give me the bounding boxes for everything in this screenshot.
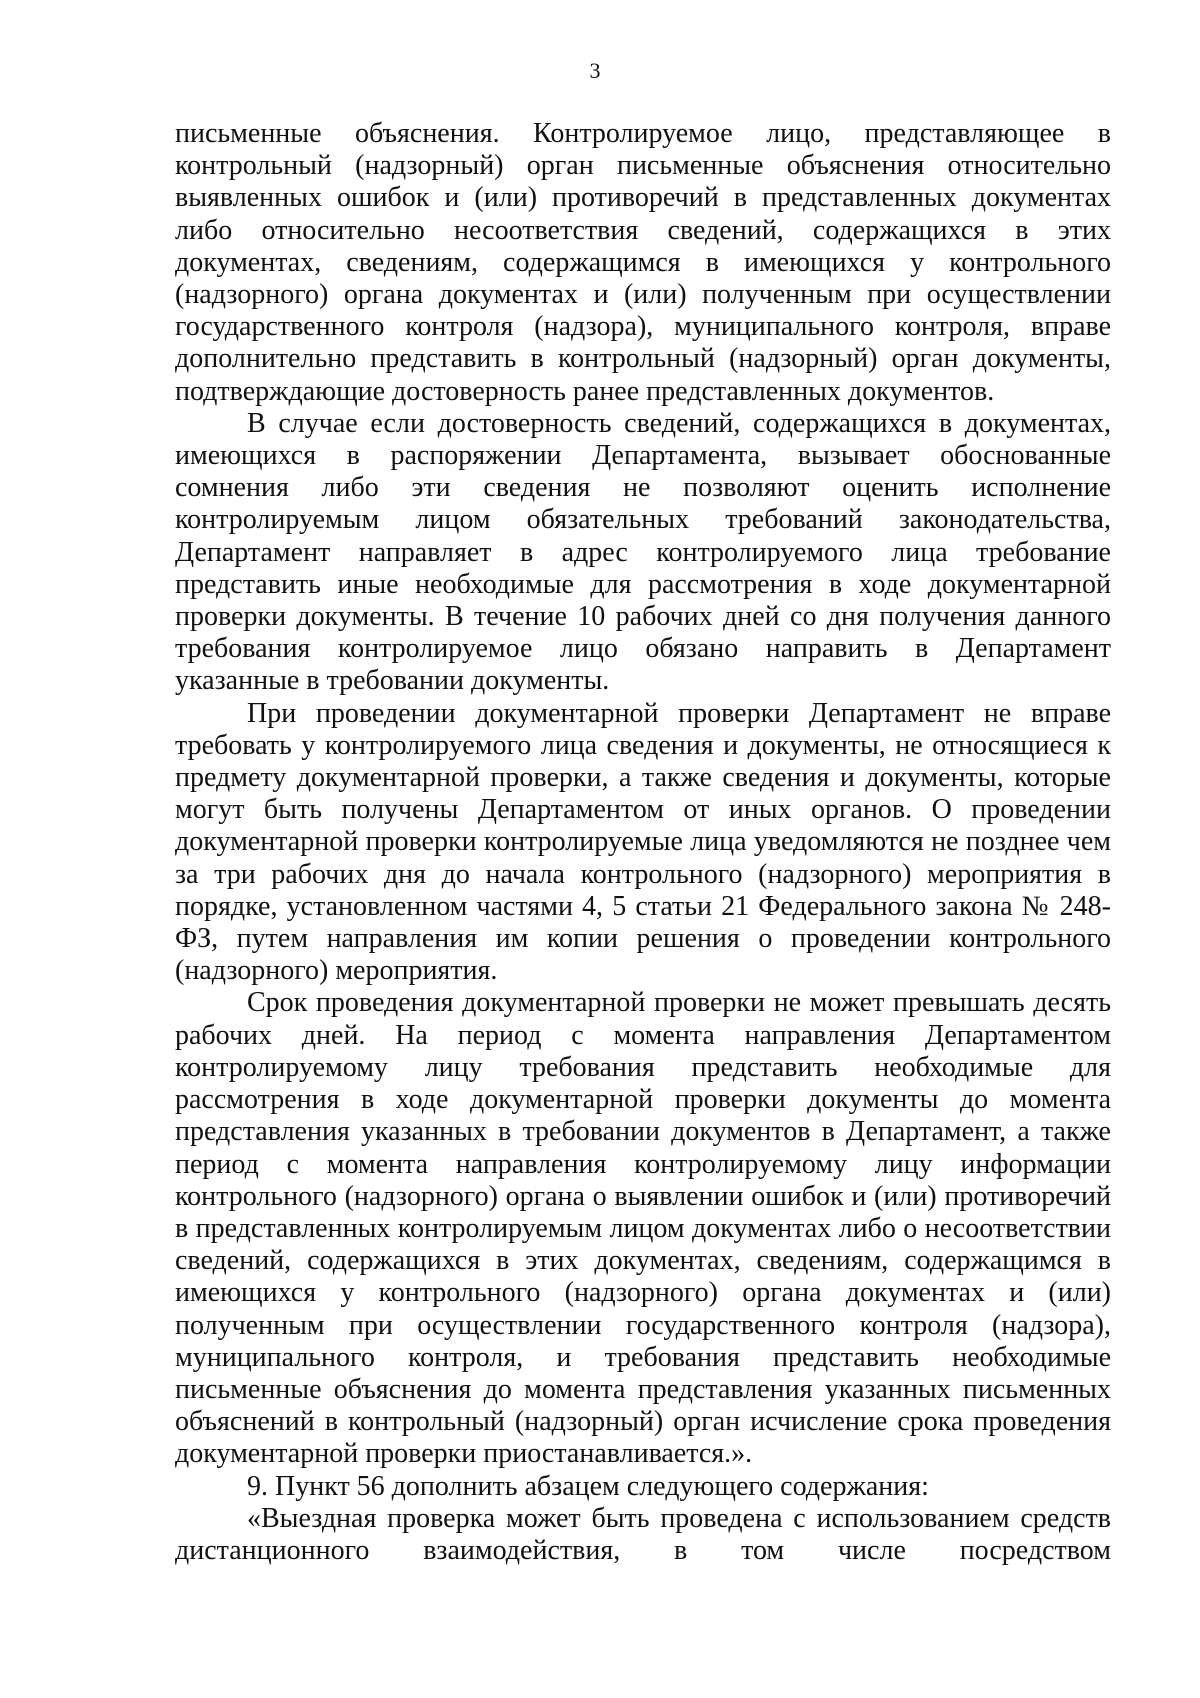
document-body <box>175 118 1111 1567</box>
paragraph-inspection-restrictions: При проведении документарной проверки Департамент не вправе требовать у контролируемого лица сведения и документы, не относящиеся к предмету документарной проверки, а также сведения и документы, которые могут быть получены Департаментом от иных органов. О проведении документарной проверки контролируемые лица уведомляются не позднее чем за три рабочих дня до начала контрольного (надзорного) мероприятия в порядке, установленном частями 4, 5 статьи 21 Федерального закона № 248-ФЗ, путем направления им копии решения о проведении контрольного (надзорного) мероприятия. <box>175 697 1111 987</box>
paragraph-written-explanations: письменные объяснения. Контролируемое лицо, представляющее в контрольный (надзорный) орган письменные объяснения относительно выявленных ошибок и (или) противоречий в представленных документах либо относительно несоответствия сведений, содержащихся в этих документах, сведениям, содержащимся в имеющихся у контрольного (надзорного) органа документах и (или) полученным при осуществлении государственного контроля (надзора), муниципального контроля, вправе дополнительно представить в контрольный (надзорный) орган документы, подтверждающие достоверность ранее представленных документов. <box>175 118 1111 407</box>
paragraph-reliability-doubts: В случае если достоверность сведений, содержащихся в документах, имеющихся в распоряжении Департамента, вызывает обоснованные сомнения либо эти сведения не позволяют оценить исполнение контролируемым лицом обязательных требований законодательства, Департамент направляет в адрес контролируемого лица требование представить иные необходимые для рассмотрения в ходе документарной проверки документы. В течение 10 рабочих дней со дня получения данного требования контролируемое лицо обязано направить в Департамент указанные в требовании документы. <box>175 407 1111 697</box>
page-number: 3 <box>589 58 601 83</box>
paragraph-item-9: 9. Пункт 56 дополнить абзацем следующего содержания: <box>247 1470 929 1502</box>
paragraph-onsite-inspection: «Выездная проверка может быть проведена с использованием средств дистанционного взаимодействия, в том числе посредством <box>175 1502 1111 1566</box>
paragraph-inspection-term: Срок проведения документарной проверки не может превышать десять рабочих дней. На период с момента направления Департаментом контролируемому лицу требования представить необходимые для рассмотрения в ходе документарной проверки документы до момента представления указанных в требовании документов в Департамент, а также период с момента направления контролируемому лицу информации контрольного (надзорного) органа о выявлении ошибок и (или) противоречий в представленных контролируемым лицом документах либо о несоответствии сведений, содержащихся в этих документах, сведениям, содержащимся в имеющихся у контрольного (надзорного) органа документах и (или) полученным при осуществлении государственного контроля (надзора), муниципального контроля, и требования представить необходимые письменные объяснения до момента представления указанных письменных объяснений в контрольный (надзорный) орган исчисление срока проведения документарной проверки приостанавливается.». <box>175 987 1111 1470</box>
